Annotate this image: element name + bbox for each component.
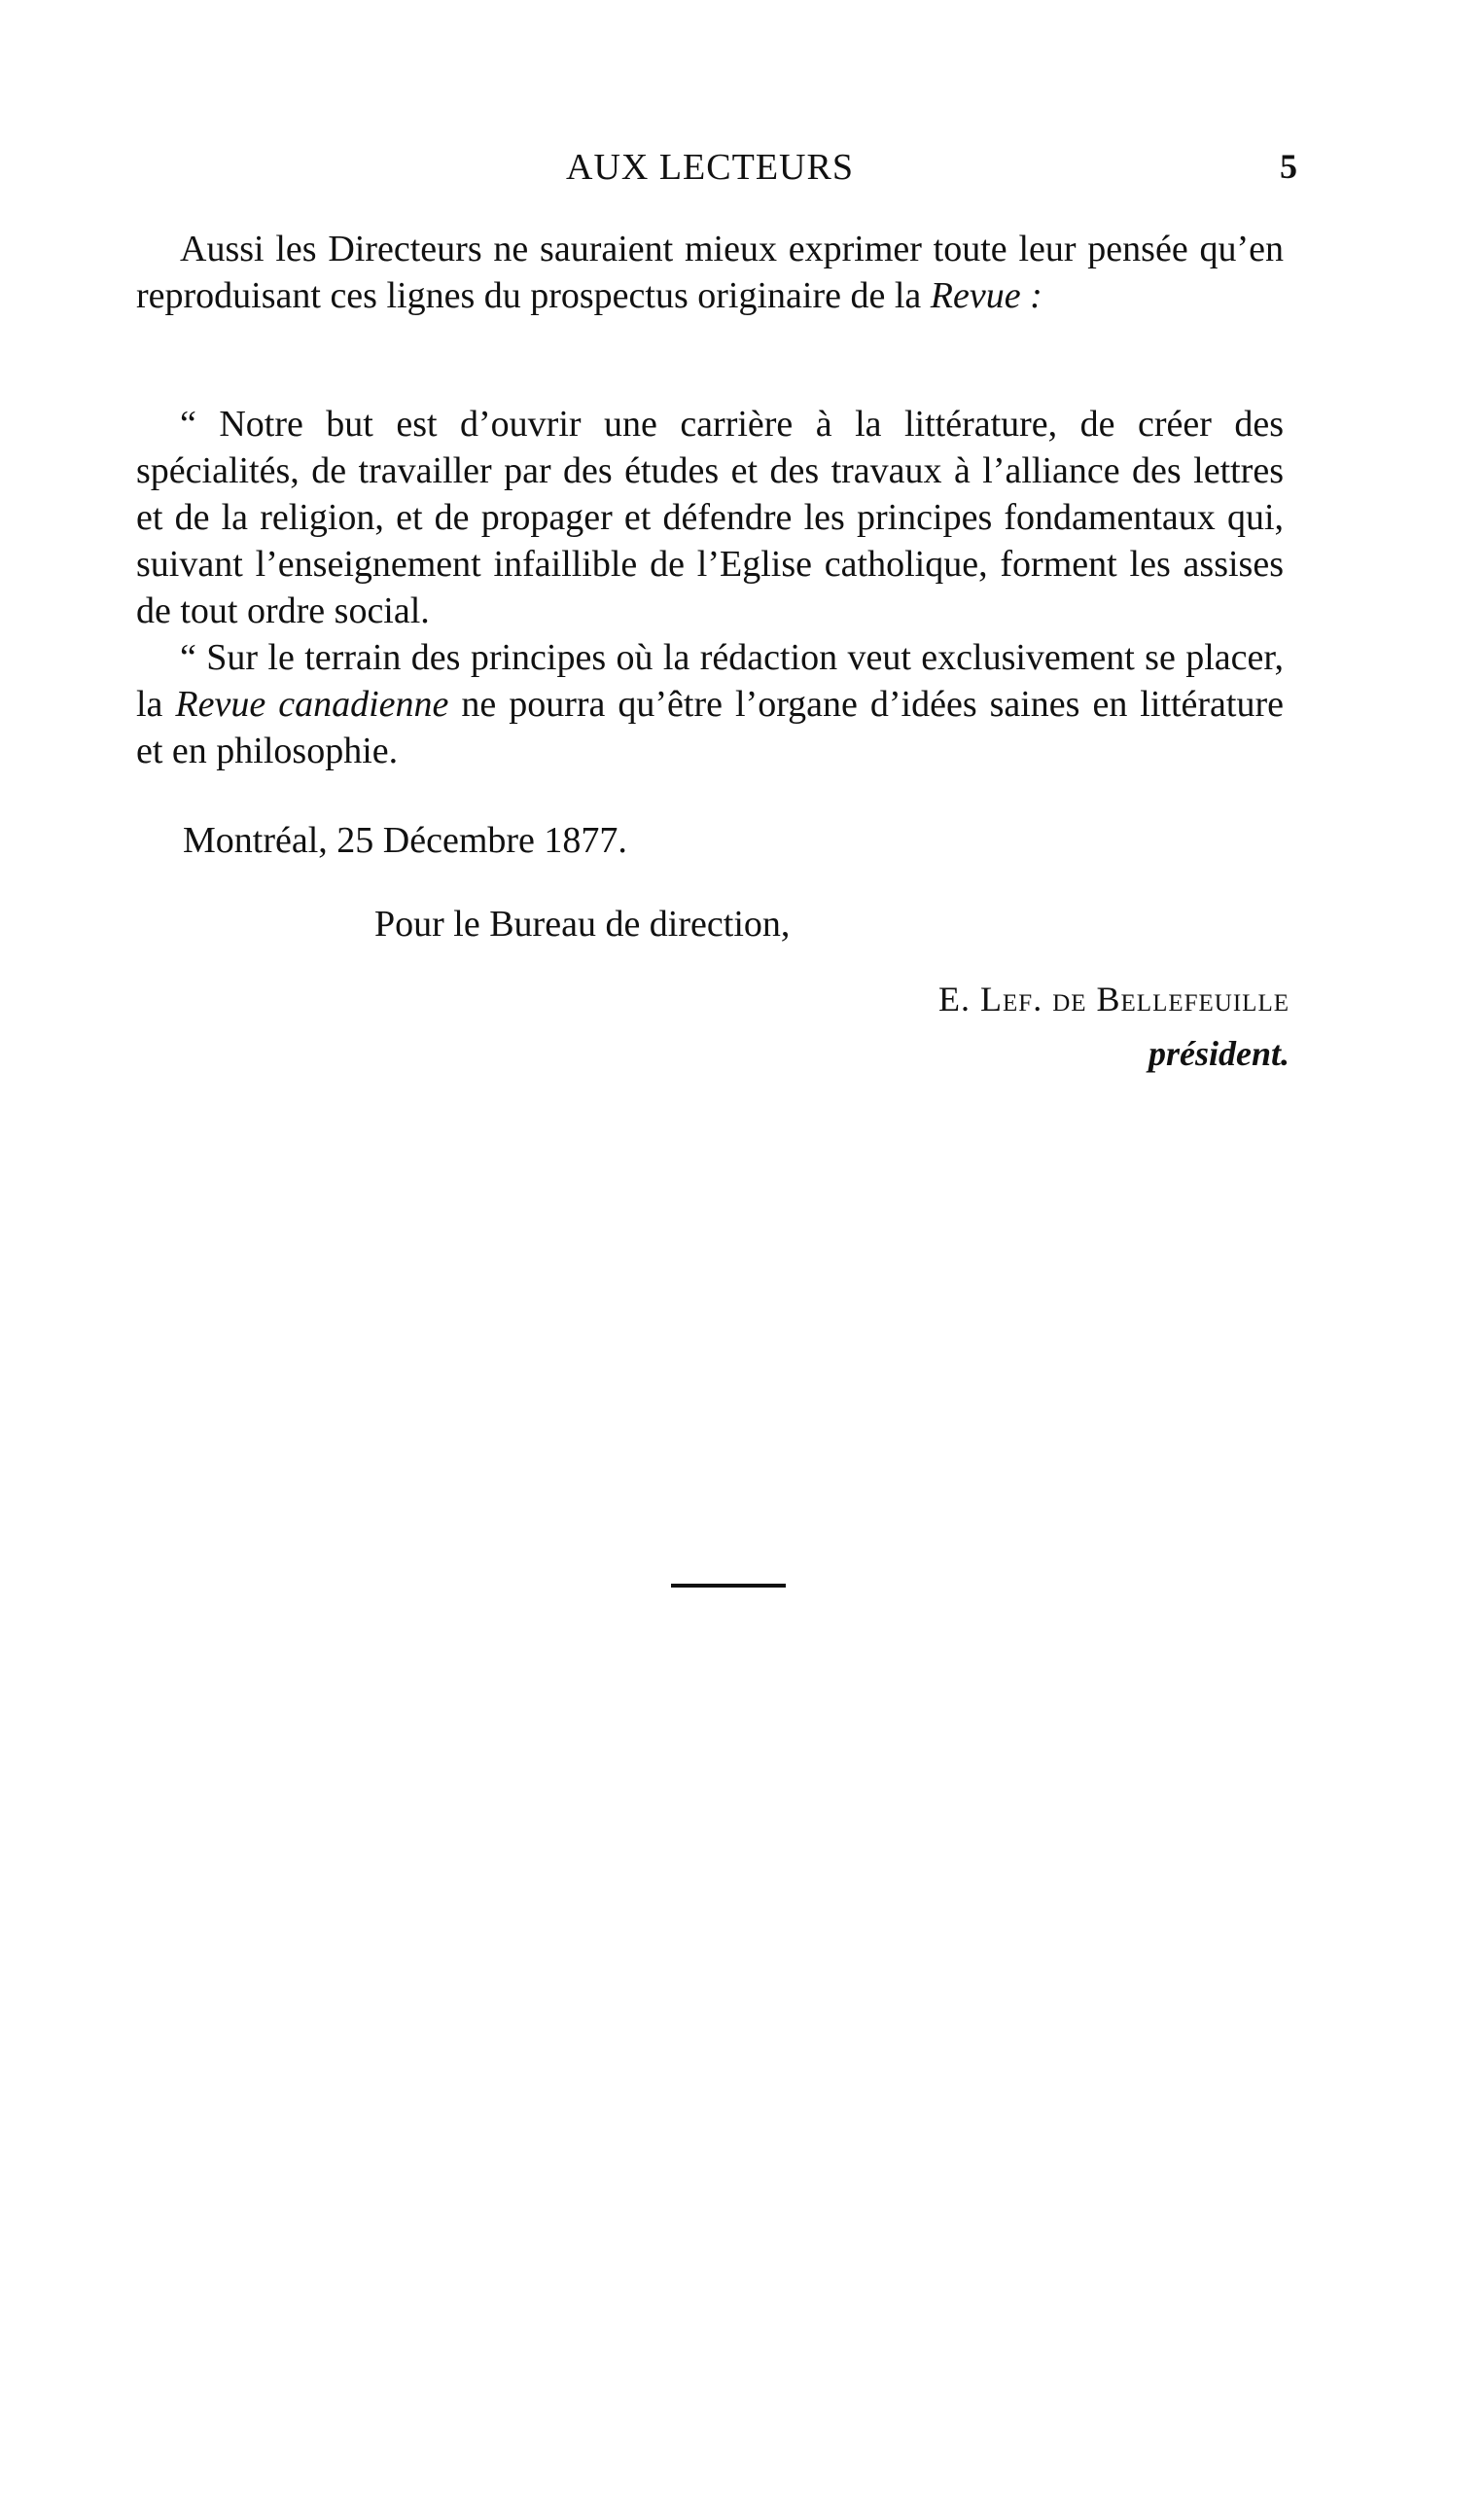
intro-paragraph xyxy=(136,226,1284,319)
signature-name: E. Lef. de Bellefeuille xyxy=(938,980,1290,1018)
running-title: AUX LECTEURS xyxy=(566,147,854,188)
quotation-block xyxy=(136,401,1284,774)
quote-2-italic-title: Revue canadienne xyxy=(175,684,449,725)
signature xyxy=(938,979,1290,1019)
quote-2-text-after: ne pourra qu’être l’organe d’idées saines en littérature et en philosophie. xyxy=(136,684,1285,771)
quote-2-text-before: “ Sur le terrain des principes où la rédaction veut exclusivement se placer, la xyxy=(136,637,1284,725)
section-rule xyxy=(671,1584,786,1588)
intro-italic-revue: Revue : xyxy=(930,275,1042,316)
quote-paragraph-1: “ Notre but est d’ouvrir une carrière à la littérature, de créer des spécialités, de travailler par des études et des travaux à l’alliance des lettres et de la religion, et de propager et défendre les principes fondamentaux qui, suivant l’enseignement infaillible de l’Eglise catholique, forment les assises de tout ordre social. xyxy=(136,404,1284,631)
signature-role: président. xyxy=(1148,1034,1290,1073)
running-head xyxy=(136,146,1297,195)
date-line: Montréal, 25 Décembre 1877. xyxy=(183,820,627,861)
intro-text: Aussi les Directeurs ne sauraient mieux exprimer toute leur pensée qu’en reproduisant ces lignes du prospectus originaire de la xyxy=(136,229,1284,316)
page-number: 5 xyxy=(1280,147,1297,186)
bureau-line: Pour le Bureau de direction, xyxy=(374,904,791,945)
quote-paragraph-2 xyxy=(136,634,1284,774)
